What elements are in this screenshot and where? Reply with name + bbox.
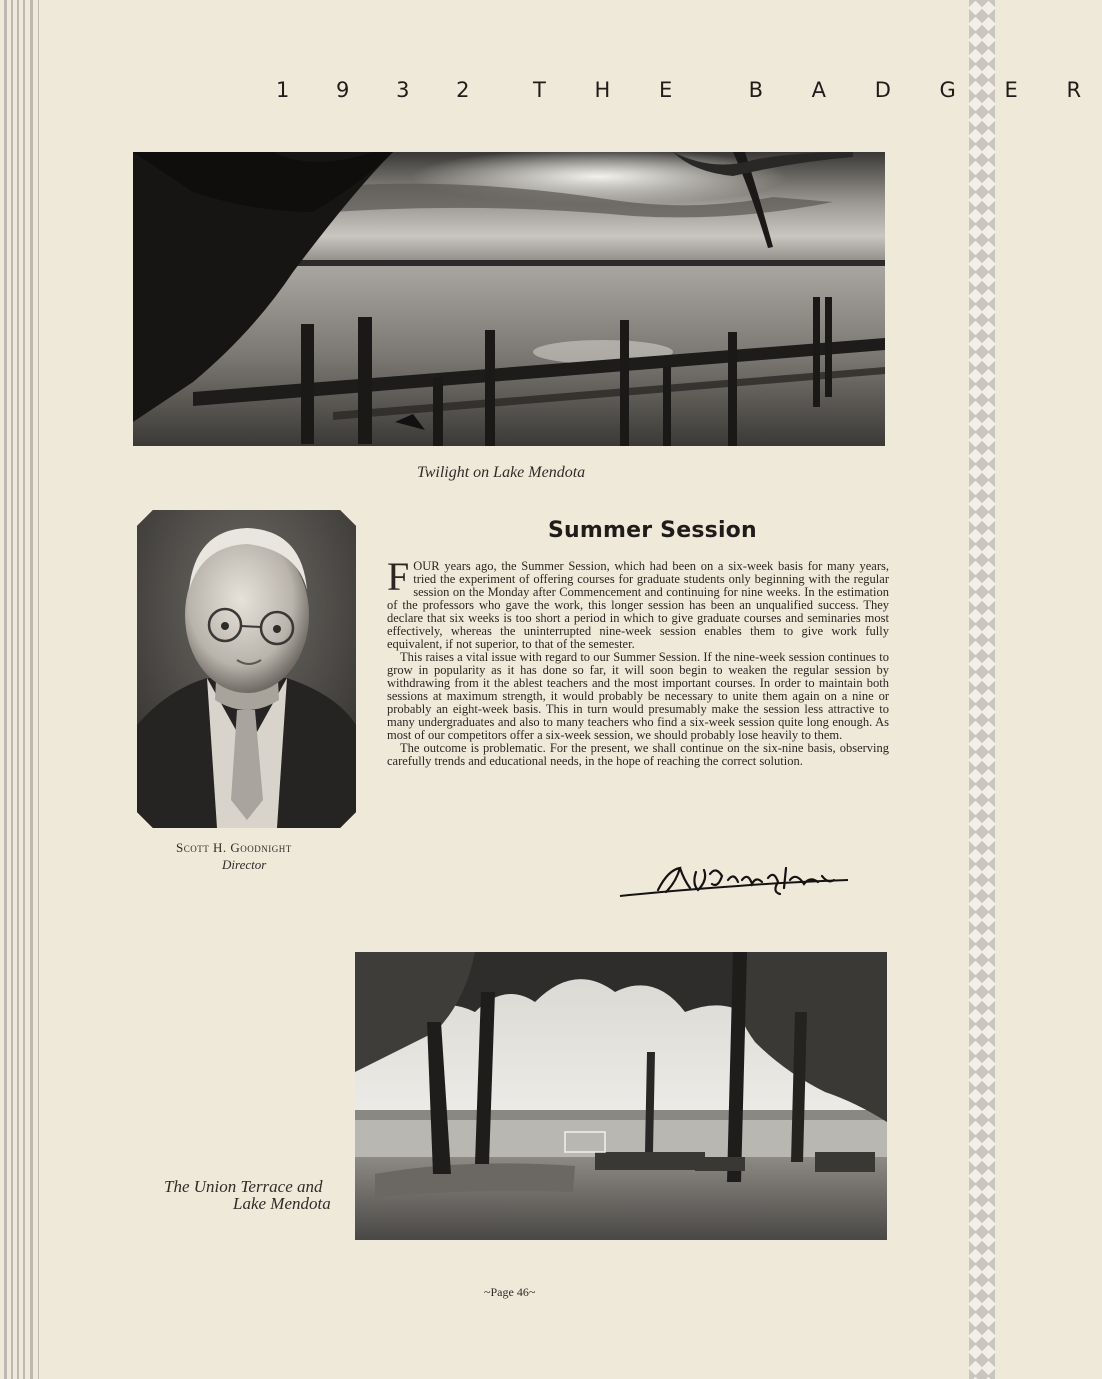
union-terrace-photo — [355, 952, 887, 1240]
header-title: T H E B A D G E R — [533, 78, 1102, 102]
portrait-name — [176, 840, 292, 856]
border-line — [11, 0, 13, 1379]
director-portrait — [137, 510, 356, 828]
border-line — [23, 0, 25, 1379]
bottom-photo-caption-line1: The Union Terrace and — [164, 1177, 323, 1196]
portrait-role: Director — [222, 857, 267, 872]
director-signature — [618, 862, 853, 902]
article-paragraph-1: FOUR years ago, the Summer Session, which had been on a six-week basis for many years, tried the experiment of offering courses for graduate students only beginning with the regular session on the Monday after Commencement and continuing for nine weeks. In the estimation of the professors who gave the work, this longer session has been an unqualified success. They declare that six weeks is too short a period in which to give graduate courses and seminaries most effectively, whereas the uninterrupted nine-week session enables them to give work fully equivalent, if not superior, to that of the semester. — [387, 554, 889, 651]
article-body — [387, 554, 889, 768]
page-number: ~Page 46~ — [484, 1285, 536, 1299]
border-line — [4, 0, 7, 1379]
border-line — [38, 0, 39, 1379]
lake-twilight-image — [133, 152, 885, 446]
lake-twilight-photo — [133, 152, 885, 446]
header-year: 1 9 3 2 — [276, 78, 483, 102]
union-terrace-image — [355, 952, 887, 1240]
director-name: Scott H. Goodnight — [176, 840, 292, 855]
decorative-border-strip — [969, 0, 995, 1379]
drop-cap: F — [387, 554, 410, 599]
border-line — [17, 0, 19, 1379]
director-portrait-image — [137, 510, 356, 828]
border-line — [30, 0, 33, 1379]
article-paragraph-2: This raises a vital issue with regard to our Summer Session. If the nine-week session continues to grow in popularity as it has done so far, it will soon begin to weaken the regular session by withdrawing from it the ablest teachers and the most important courses. In order to maintain both sessions at maximum strength, it would probably be necessary to unite them again on a nine or probably an eight-week basis. This in turn would presumably make the session less attractive to many undergraduates and also to many teachers who find a six-week session quite long enough. As most of our competitors offer a six-week session, we should probably lose heavily to them. — [387, 650, 889, 742]
top-photo-caption: Twilight on Lake Mendota — [417, 464, 586, 481]
article-title: Summer Session — [548, 518, 757, 543]
article-paragraph-3: The outcome is problematic. For the present, we shall continue on the six-nine basis, observing carefully trends and educational needs, in the hope of reaching the correct solution. — [387, 741, 889, 768]
bottom-photo-caption-line2: Lake Mendota — [233, 1194, 331, 1213]
